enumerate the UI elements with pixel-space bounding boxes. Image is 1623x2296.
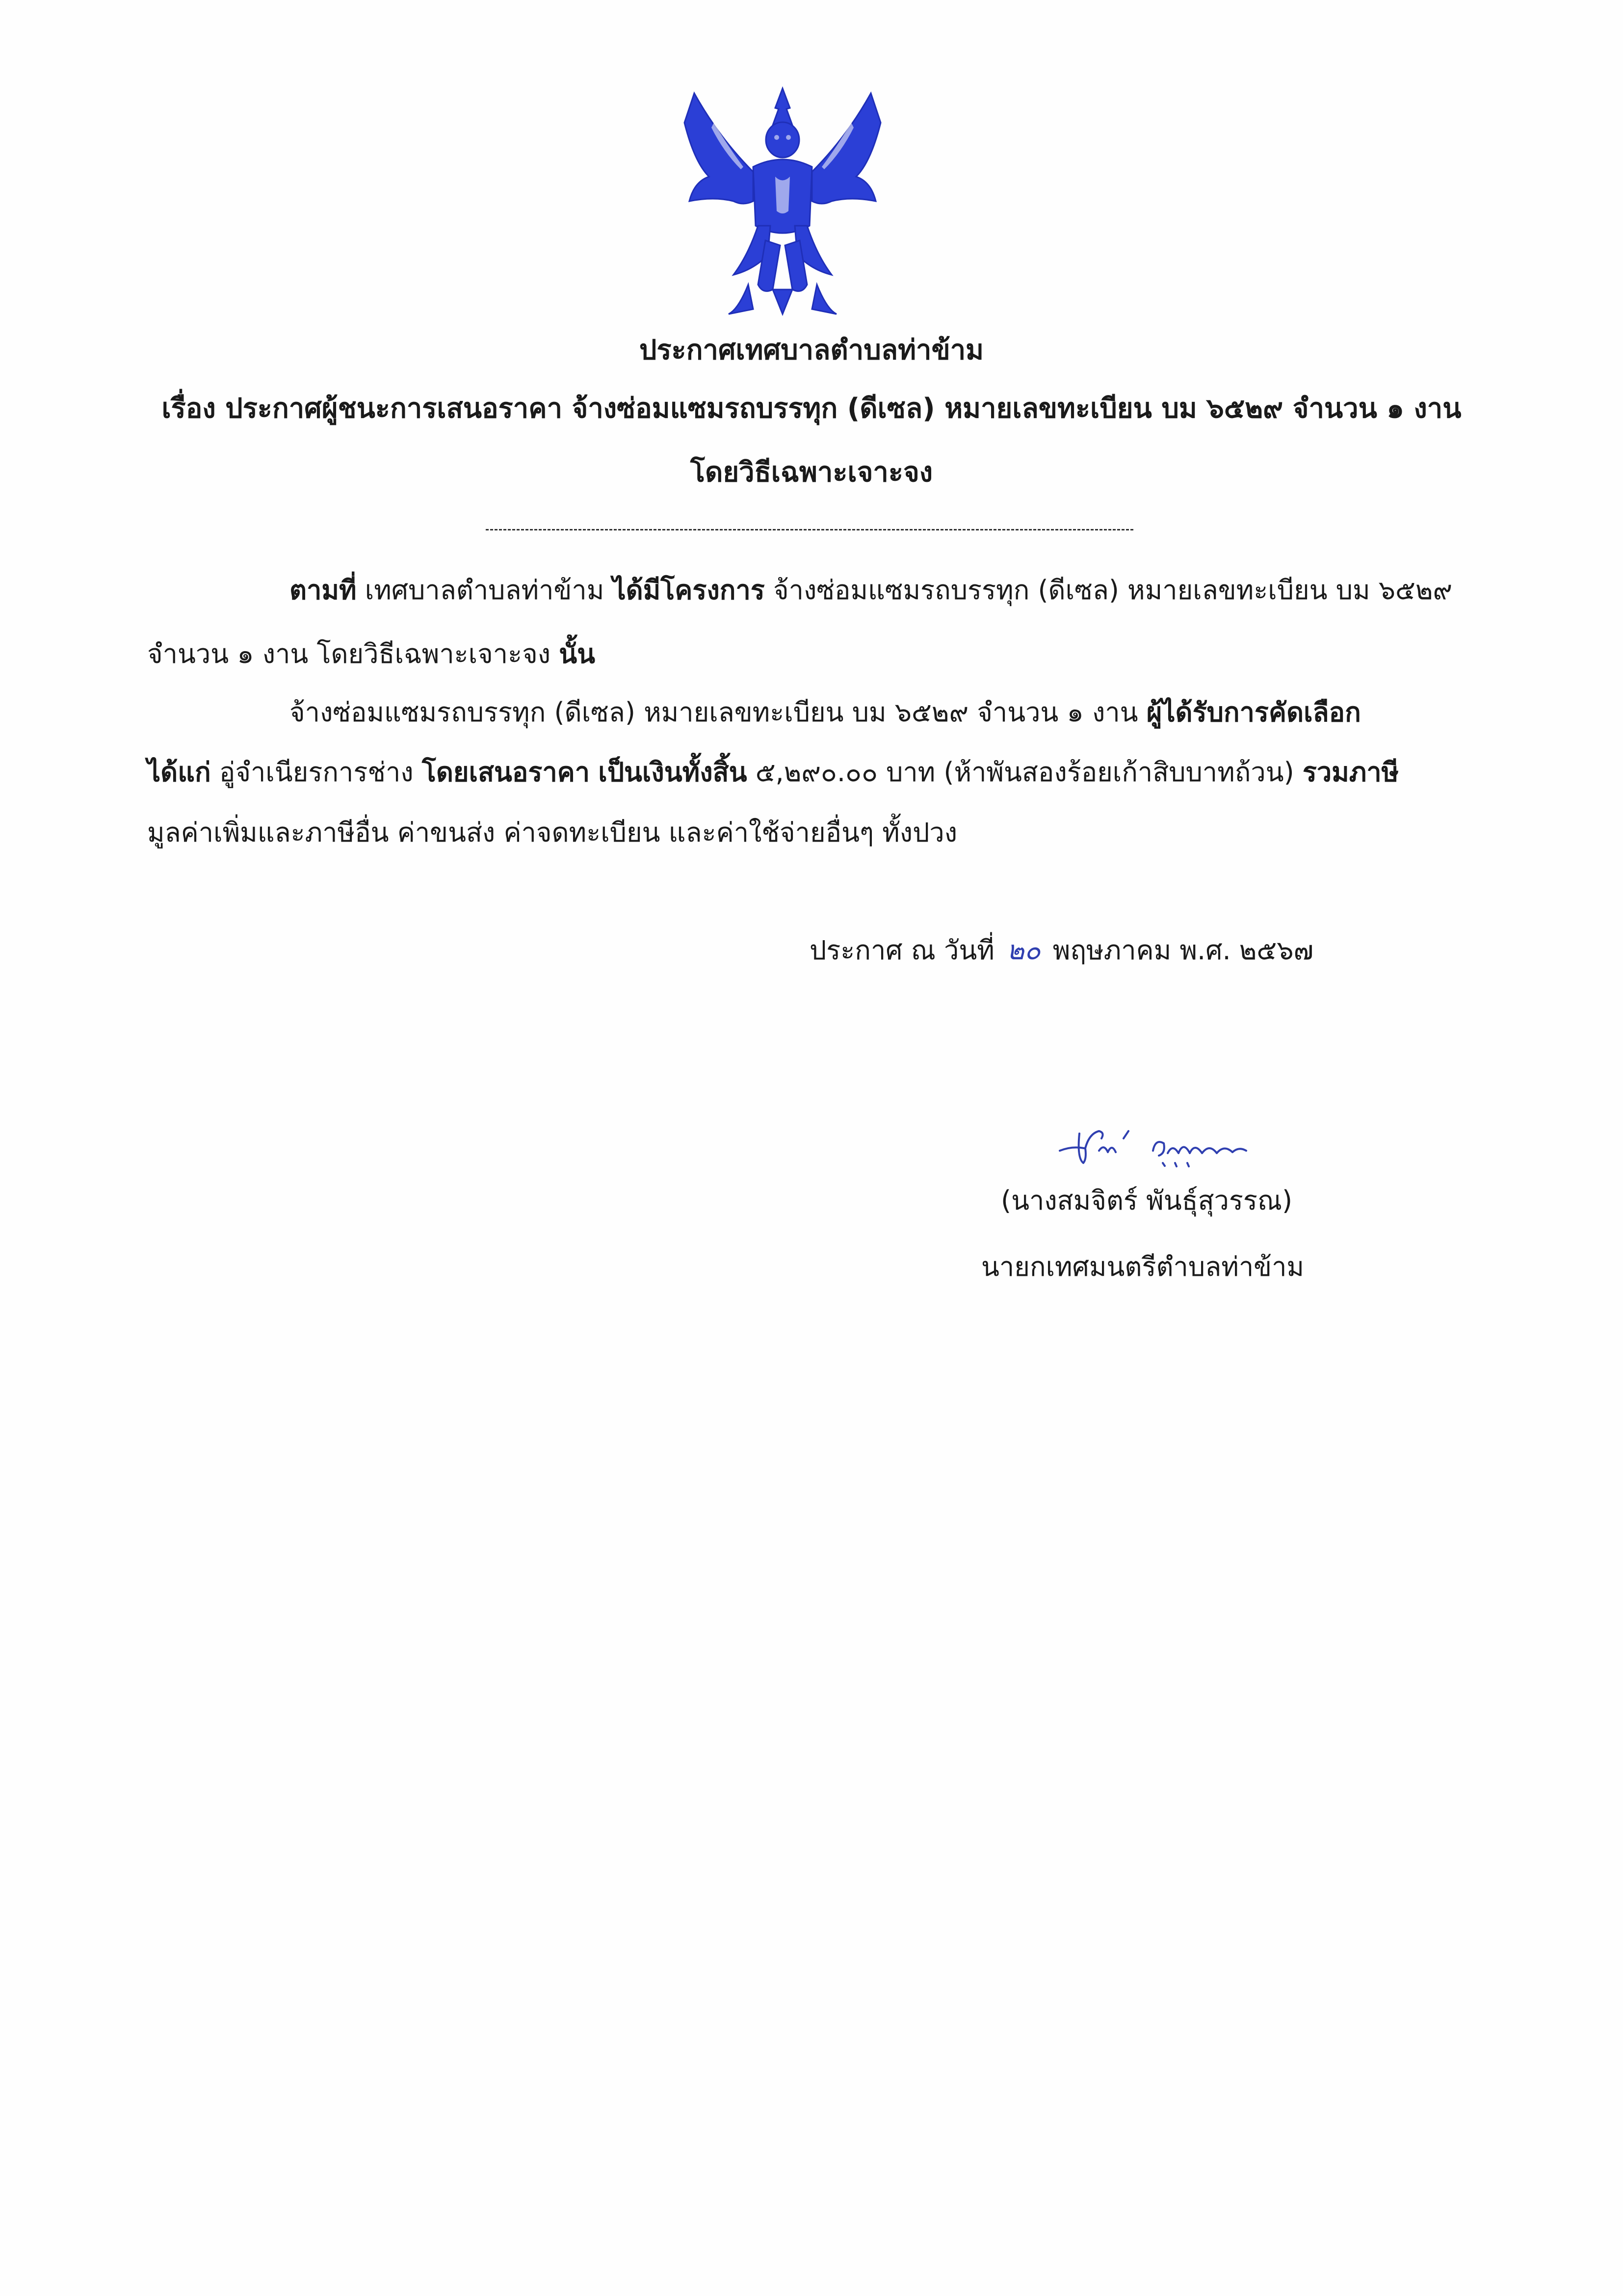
announcement-date [810, 937, 1313, 964]
garuda-emblem-icon [675, 79, 890, 324]
header-divider [486, 529, 1133, 530]
date-month-year: พฤษภาคม พ.ศ. ๒๕๖๗ [1052, 935, 1314, 966]
signatory-name: (นางสมจิตร์ พันธุ์สุวรรณ) [1001, 1185, 1293, 1216]
procurement-method-heading: โดยวิธีเฉพาะเจาะจง [690, 456, 933, 488]
p2-total-label: เป็นเงินทั้งสิ้น [598, 757, 747, 788]
paragraph-2-line-3 [147, 819, 957, 846]
paragraph-1-line-1 [289, 577, 1452, 604]
date-prefix: ประกาศ ณ วันที่ [810, 935, 995, 966]
subject-heading [0, 395, 1623, 422]
paragraph-2-line-1 [289, 699, 1361, 726]
issuer-heading: ประกาศเทศบาลตำบลท่าข้าม [639, 334, 984, 366]
p2-project-name: จ้างซ่อมแซมรถบรรทุก (ดีเซล) หมายเลขทะเบียน บม ๖๕๒๙ จำนวน ๑ งาน [289, 697, 1138, 728]
p2-tax-details: มูลค่าเพิ่มและภาษีอื่น ค่าขนส่ง ค่าจดทะเบียน และค่าใช้จ่ายอื่นๆ ทั้งปวง [147, 817, 958, 848]
p1-project-name: จ้างซ่อมแซมรถบรรทุก (ดีเซล) หมายเลขทะเบียน บม ๖๕๒๙ [773, 575, 1453, 606]
p1-has-project: ได้มีโครงการ [612, 575, 765, 606]
p1-agency: เทศบาลตำบลท่าข้าม [365, 575, 604, 606]
p2-winner-label: ได้แก่ [147, 757, 211, 788]
p1-that: นั้น [559, 638, 596, 669]
signatory-position: นายกเทศมนตรีตำบลท่าข้าม [981, 1251, 1304, 1282]
p1-as-per: ตามที่ [289, 575, 357, 606]
p1-quantity-method: จำนวน ๑ งาน โดยวิธีเฉพาะเจาะจง [147, 638, 551, 669]
p2-offer-label: โดยเสนอราคา [421, 757, 590, 788]
subject-text: ประกาศผู้ชนะการเสนอราคา จ้างซ่อมแซมรถบรรทุก (ดีเซล) หมายเลขทะเบียน บม ๖๕๒๙ จำนวน ๑ งาน [225, 393, 1462, 424]
paragraph-2-line-2 [147, 759, 1399, 786]
p2-including-tax: รวมภาษี [1302, 757, 1399, 788]
handwritten-signature [1050, 1104, 1256, 1178]
p2-amount: ๕,๒๙๐.๐๐ บาท (ห้าพันสองร้อยเก้าสิบบาทถ้วน) [755, 757, 1294, 788]
p2-winner-name: อู่จำเนียรการช่าง [219, 757, 414, 788]
p2-selected-label: ผู้ได้รับการคัดเลือก [1146, 697, 1361, 728]
subject-label: เรื่อง [161, 393, 216, 424]
paragraph-1-line-2 [147, 638, 596, 669]
date-day: ๒๐ [1007, 935, 1041, 966]
